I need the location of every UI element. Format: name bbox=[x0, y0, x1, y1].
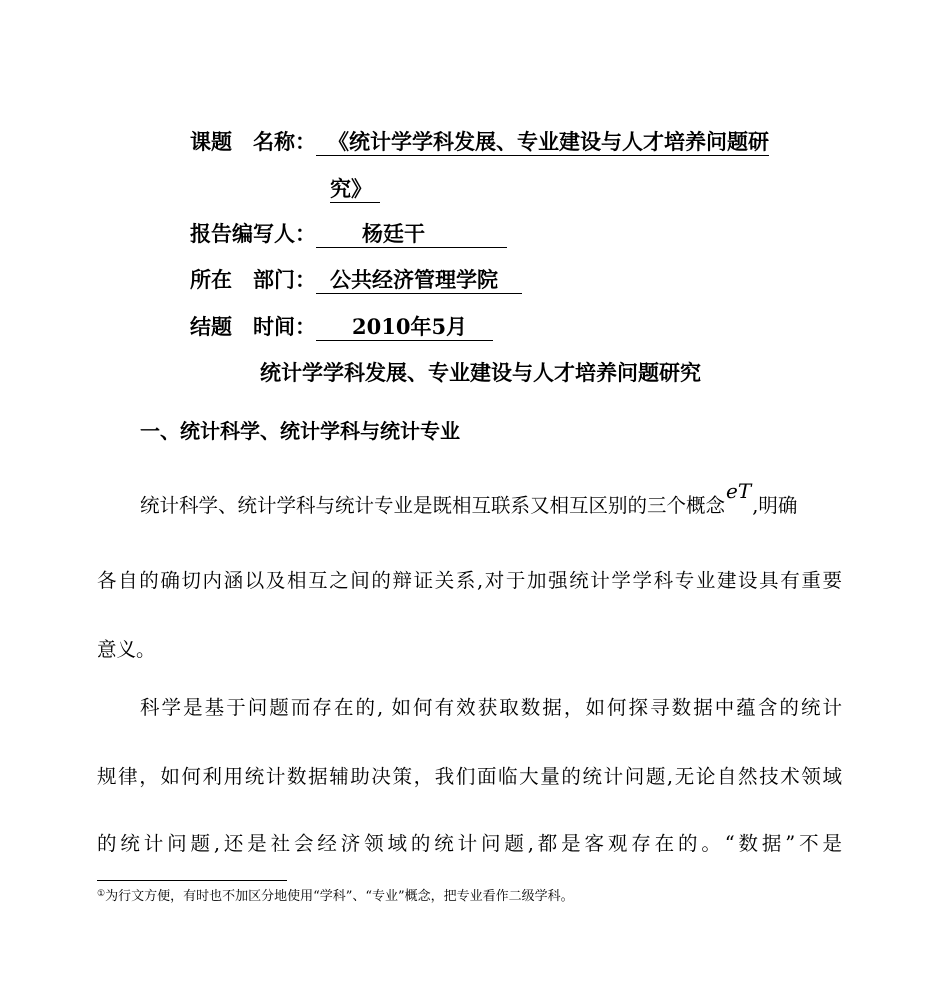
author-value: 杨廷干 bbox=[316, 221, 507, 248]
topic-name-value-line2: 究》 bbox=[330, 176, 380, 203]
department-value: 公共经济管理学院 bbox=[316, 267, 522, 294]
department-label: 所在 部门： bbox=[190, 267, 316, 292]
author-label: 报告编写人： bbox=[190, 221, 316, 246]
topic-name-value-line1: 《统计学学科发展、专业建设与人才培养问题研 bbox=[316, 129, 769, 156]
paragraph-1-line-3: 意义。 bbox=[97, 638, 156, 661]
footnote-number: ① bbox=[97, 889, 106, 899]
document-title: 统计学学科发展、专业建设与人才培养问题研究 bbox=[260, 360, 701, 385]
paragraph-1-line-2: 各自的确切内涵以及相互之间的辩证关系,对于加强统计学学科专业建设具有重要 bbox=[97, 569, 842, 592]
footnote-text: 为行文方便，有时也不加区分地使用“学科”、“专业”概念，把专业看作二级学科。 bbox=[105, 889, 574, 904]
footnote-reference-mark: eT bbox=[726, 479, 752, 503]
completion-date-value: 2010年5月 bbox=[316, 314, 493, 341]
paragraph-2-line-1: 科学是基于问题而存在的, 如何有效获取数据，如何探寻数据中蕴含的统计 bbox=[140, 696, 842, 719]
paragraph-1-line-1-text: 统计科学、统计学科与统计专业是既相互联系又相互区别的三个概念 bbox=[140, 494, 726, 517]
department-row bbox=[190, 265, 522, 295]
paragraph-2-line-2: 规律，如何利用统计数据辅助决策，我们面临大量的统计问题,无论自然技术领域 bbox=[97, 765, 842, 788]
paragraph-2-line-3: 的统计问题,还是社会经济领域的统计问题,都是客观存在的。“数据”不是 bbox=[97, 832, 842, 855]
topic-name-row bbox=[190, 127, 769, 157]
completion-date-row bbox=[190, 312, 493, 342]
completion-date-label: 结题 时间： bbox=[190, 314, 316, 339]
footnote-separator bbox=[97, 880, 287, 881]
paragraph-1-line-1 bbox=[140, 479, 798, 521]
topic-name-label: 课题 名称： bbox=[190, 129, 316, 154]
topic-name-continuation-row bbox=[330, 174, 380, 204]
author-row bbox=[190, 219, 507, 249]
section-heading: 一、统计科学、统计学科与统计专业 bbox=[140, 419, 460, 443]
paragraph-1-line-1-tail: ,明确 bbox=[752, 494, 798, 517]
footnote bbox=[97, 887, 574, 908]
